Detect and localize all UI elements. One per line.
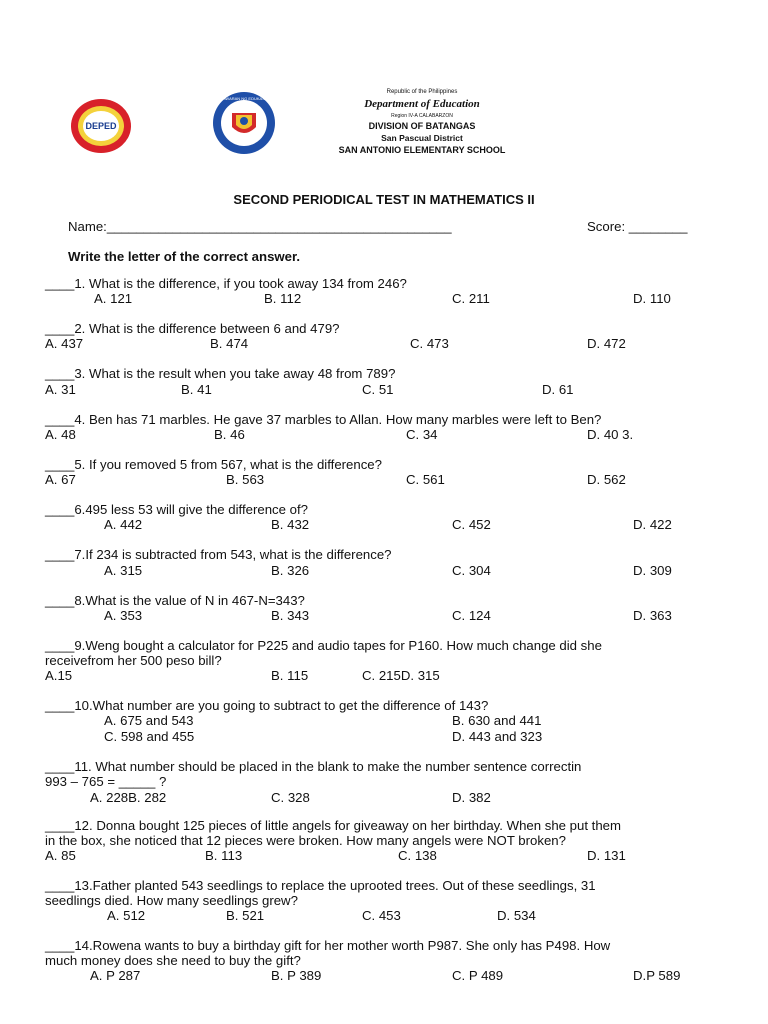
- question-11-cont: 993 – 765 = _____ ?: [45, 774, 167, 789]
- q14-option-b: B. P 389: [271, 968, 322, 983]
- q5-option-a: A. 67: [45, 472, 76, 487]
- header-region: Region IV-A CALABARZON: [391, 113, 453, 119]
- header-republic: Republic of the Philippines: [386, 89, 458, 95]
- q1-option-a: A. 121: [94, 291, 133, 306]
- question-8: ____8.What is the value of N in 467-N=343?: [45, 593, 305, 608]
- q13-option-a: A. 512: [107, 908, 146, 923]
- q6-option-d: D. 422: [633, 517, 672, 532]
- deped-seal: [212, 91, 276, 155]
- question-9-cont: receivefrom her 500 peso bill?: [45, 653, 222, 668]
- score-field: Score: ________: [587, 219, 688, 234]
- q10-option-d: D. 443 and 323: [452, 729, 543, 744]
- q8-option-c: C. 124: [452, 608, 491, 623]
- question-6: ____6.495 less 53 will give the difference of?: [45, 502, 308, 517]
- q7-option-b: B. 326: [271, 563, 310, 578]
- question-12-cont: in the box, she noticed that 12 pieces were broken. How many angels were NOT broken?: [45, 833, 566, 848]
- question-7: ____7.If 234 is subtracted from 543, what is the difference?: [45, 547, 392, 562]
- question-14: ____14.Rowena wants to buy a birthday gift for her mother worth P987. She only has P498. How: [45, 938, 611, 953]
- question-1: ____1. What is the difference, if you took away 134 from 246?: [45, 276, 407, 291]
- deped-seal-text: KAGAWARAN NG EDUKASYON: [214, 96, 274, 101]
- q14-option-a: A. P 287: [90, 968, 141, 983]
- question-11: ____11. What number should be placed in the blank to make the number sentence correctin: [45, 759, 582, 774]
- header-division: DIVISION OF BATANGAS: [368, 121, 476, 131]
- q9-option-a: A.15: [45, 668, 73, 683]
- q3-option-b: B. 41: [181, 382, 212, 397]
- q13-option-b: B. 521: [226, 908, 265, 923]
- q9-option-b: B. 115: [271, 668, 309, 683]
- q11-option-ab: A. 228B. 282: [90, 790, 167, 805]
- q7-option-a: A. 315: [104, 563, 143, 578]
- q4-option-d: D. 40 3.: [587, 427, 634, 442]
- question-5: ____5. If you removed 5 from 567, what is the difference?: [45, 457, 382, 472]
- q8-option-a: A. 353: [104, 608, 143, 623]
- q6-option-b: B. 432: [271, 517, 310, 532]
- deped-logo: [69, 97, 133, 155]
- q7-option-d: D. 309: [633, 563, 672, 578]
- question-12: ____12. Donna bought 125 pieces of little angels for giveaway on her birthday. When she put them: [45, 818, 621, 833]
- q11-option-c: C. 328: [271, 790, 310, 805]
- q6-option-c: C. 452: [452, 517, 491, 532]
- question-3: ____3. What is the result when you take away 48 from 789?: [45, 366, 396, 381]
- question-14-cont: much money does she need to buy the gift?: [45, 953, 301, 968]
- q4-option-a: A. 48: [45, 427, 76, 442]
- q2-option-d: D. 472: [587, 336, 626, 351]
- question-9: ____9.Weng bought a calculator for P225 and audio tapes for P160. How much change did she: [45, 638, 602, 653]
- q2-option-a: A. 437: [45, 336, 84, 351]
- q12-option-d: D. 131: [587, 848, 626, 863]
- question-4: ____4. Ben has 71 marbles. He gave 37 marbles to Allan. How many marbles were left to Ben?: [45, 412, 602, 427]
- q6-option-a: A. 442: [104, 517, 143, 532]
- q3-option-d: D. 61: [542, 382, 574, 397]
- q12-option-b: B. 113: [205, 848, 243, 863]
- question-13: ____13.Father planted 543 seedlings to replace the uprooted trees. Out of these seedlings, 31: [45, 878, 596, 893]
- q12-option-c: C. 138: [398, 848, 437, 863]
- q11-option-d: D. 382: [452, 790, 491, 805]
- q13-option-d: D. 534: [497, 908, 536, 923]
- q4-option-c: C. 34: [406, 427, 438, 442]
- q8-option-b: B. 343: [271, 608, 310, 623]
- q14-option-d: D.P 589: [633, 968, 681, 983]
- q2-option-c: C. 473: [410, 336, 449, 351]
- q13-option-c: C. 453: [362, 908, 401, 923]
- header-school: SAN ANTONIO ELEMENTARY SCHOOL: [338, 145, 506, 155]
- instruction: Write the letter of the correct answer.: [68, 249, 301, 264]
- q10-option-a: A. 675 and 543: [104, 713, 194, 728]
- page-title: SECOND PERIODICAL TEST IN MATHEMATICS II: [233, 192, 535, 207]
- q1-option-b: B. 112: [264, 291, 302, 306]
- q10-option-b: B. 630 and 441: [452, 713, 542, 728]
- q3-option-c: C. 51: [362, 382, 394, 397]
- q5-option-d: D. 562: [587, 472, 626, 487]
- q9-option-cd: C. 215D. 315: [362, 668, 440, 683]
- question-10: ____10.What number are you going to subtract to get the difference of 143?: [45, 698, 489, 713]
- q10-option-c: C. 598 and 455: [104, 729, 195, 744]
- q8-option-d: D. 363: [633, 608, 672, 623]
- q1-option-d: D. 110: [633, 291, 671, 306]
- q14-option-c: C. P 489: [452, 968, 504, 983]
- q5-option-b: B. 563: [226, 472, 265, 487]
- name-field: Name:_______________________________________________: [68, 219, 452, 234]
- q1-option-c: C. 211: [452, 291, 490, 306]
- header-district: San Pascual District: [381, 133, 463, 143]
- header-department: Department of Education: [364, 98, 480, 110]
- q7-option-c: C. 304: [452, 563, 491, 578]
- deped-logo-text: DEPED: [85, 121, 117, 131]
- q4-option-b: B. 46: [214, 427, 245, 442]
- q12-option-a: A. 85: [45, 848, 76, 863]
- q2-option-b: B. 474: [210, 336, 249, 351]
- question-13-cont: seedlings died. How many seedlings grew?: [45, 893, 298, 908]
- q5-option-c: C. 561: [406, 472, 445, 487]
- question-2: ____2. What is the difference between 6 and 479?: [45, 321, 340, 336]
- q3-option-a: A. 31: [45, 382, 76, 397]
